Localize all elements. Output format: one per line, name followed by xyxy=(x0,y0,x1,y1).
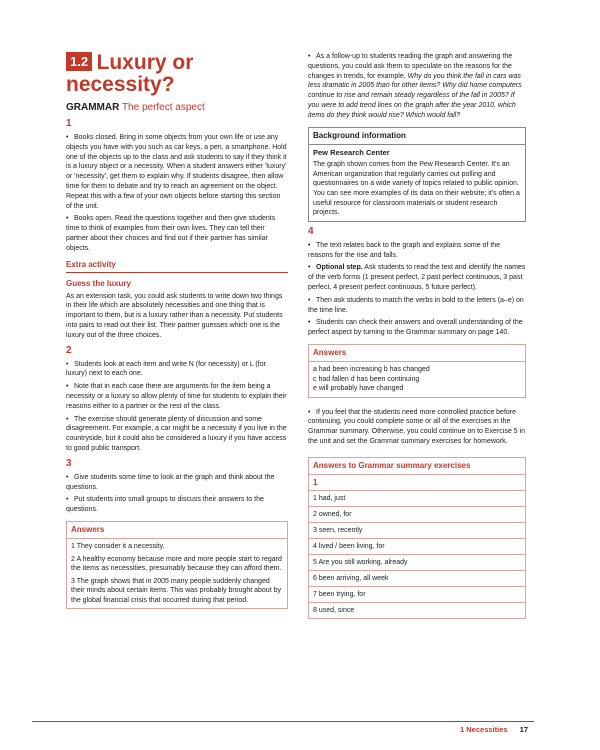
answers-box-left xyxy=(66,521,288,610)
summary-answers-heading: Answers to Grammar summary exercises xyxy=(309,458,525,475)
lesson-title xyxy=(66,52,288,96)
summary-answer-row: 5 Are you still working, already xyxy=(309,555,525,571)
summary-answer-row: 2 owned, for xyxy=(309,507,525,523)
footer-unit: 1 Necessities xyxy=(460,725,508,734)
section2-bullet-2: • Note that in each case there are arguments for the item being a necessity or a luxury so allow plenty of time for students to explain their reasons either to a partner or the rest of the class. xyxy=(66,383,287,410)
summary-answer-row: 4 lived / been living, for xyxy=(309,539,525,555)
summary-answer-row: 7 been trying, for xyxy=(309,587,525,603)
section-number-4: 4 xyxy=(308,225,314,237)
followup-bullet: • As a follow-up to students reading the graph and answering the questions, you could ask them to speculate on the reasons for the changes in trends, for example, Why do you think the fall in cars was less dramatic in 2005 than for other items? Why did home computers continue to rise and remain steady regardless of the fall in 2005? If you were to add trend lines on the graph after the year 2010, which items do they think would rise? Which would fall? xyxy=(308,53,522,119)
extra-activity-heading: Extra activity xyxy=(66,260,288,273)
summary-answer-row: 6 been arriving, all week xyxy=(309,571,525,587)
section4-bullet-2: • Optional step. Ask students to read the text and identify the names of the verb forms (1 present perfect, 2 past perfect continuous, 3 past perfect, 4 present perfect continuous, 5 future perfect). xyxy=(308,264,526,291)
footer-divider xyxy=(32,721,534,722)
background-info-box xyxy=(308,127,526,222)
answer-line-1: a had been increasing b has changed xyxy=(313,365,430,373)
page-footer xyxy=(460,725,528,734)
section2-bullet-1: • Students look at each item and write N (for necessity) or L (for luxury) next to each one. xyxy=(66,360,266,378)
section-number-3: 3 xyxy=(66,457,72,469)
summary-answer-row: 1 had, just xyxy=(309,491,525,507)
controlled-practice-bullet: • If you feel that the students need more controlled practice before continuing, you could complete some or all of the exercises in the Grammar summary. Otherwise, you could continue on to Exercise 5 in the unit and set the Grammar summary exercises for homework. xyxy=(308,408,525,446)
answer-line-3: e will probably have changed xyxy=(313,385,404,393)
summary-exercise-number: 1 xyxy=(309,475,525,491)
section1-bullet-2: • Books open. Read the questions together and then give students time to think of examples from their own lives. They can tell their partner about their choices and find out if their partner has similar objects. xyxy=(66,215,276,252)
grammar-heading xyxy=(66,102,288,114)
lesson-number-badge: 1.2 xyxy=(66,52,92,71)
section4-bullet-4: • Students can check their answers and overall understanding of the perfect aspect by turning to the Grammar summary on page 140. xyxy=(308,319,523,337)
grammar-summary-answers-box xyxy=(308,457,526,619)
extra-activity-subheading: Guess the luxury xyxy=(66,278,131,288)
answer-item: 3 The graph shows that in 2005 many people suddenly changed their minds about certain items. This was probably brought about by the global financial crisis that occurred during that period. xyxy=(71,577,281,604)
section2-bullet-3: • The exercise should generate plenty of discussion and some disagreement. For example, a car might be a necessity if you live in the countryside, but it could also be considered a luxury if you have access to good public transport. xyxy=(66,415,287,452)
grammar-label: GRAMMAR xyxy=(66,102,120,113)
answer-line-2: c had fallen d has been continuing xyxy=(313,375,420,383)
section1-bullet-1: • Books closed. Bring in some objects from your own life or use any objects you have with you such as car keys, a pen, a smartphone. Hold one of the objects up to the class and ask students to say if they think it is a luxury object or a necessity. When a student answers either 'luxury' or 'necessity', get them to explain why. If students disagree, then allow time for them to debate and try to reach an agreement on the object. Repeat this with a few of your own objects before starting this section of the unit. xyxy=(66,134,287,210)
section-number-1: 1 xyxy=(66,118,72,129)
summary-answer-row: 8 used, since xyxy=(313,606,355,614)
section3-bullet-2: • Put students into small groups to discuss their answers to the questions. xyxy=(66,496,264,514)
answers-box-right xyxy=(308,344,526,398)
section-number-2: 2 xyxy=(66,344,72,356)
background-heading: Background information xyxy=(309,128,525,145)
answers-heading: Answers xyxy=(309,345,525,362)
answers-heading: Answers xyxy=(67,522,287,539)
answer-item: 2 A healthy economy because more and more people start to regard the items as necessities, presumably because they can afford them. xyxy=(71,555,282,573)
background-subheading: Pew Research Center xyxy=(313,147,390,157)
right-column xyxy=(308,52,526,619)
answer-item: 1 They consider it a necessity. xyxy=(71,542,165,550)
page-number: 17 xyxy=(519,725,528,734)
section4-bullet-1: • The text relates back to the graph and explains some of the reasons for the rise and falls. xyxy=(308,241,501,259)
extra-activity-text: As an extension task, you could ask students to write down two things in their life which are absolutely necessities and one thing that is important to them, but is a luxury rather than a necessity. Put students into pairs to read out their list. Their partner guesses which one is the luxury out of the three choices. xyxy=(66,292,283,339)
page-title: Luxury or necessity? xyxy=(66,51,194,96)
section3-bullet-1: • Give students some time to look at the graph and think about the questions. xyxy=(66,473,275,491)
grammar-topic: The perfect aspect xyxy=(121,102,205,113)
section4-bullet-3: • Then ask students to match the verbs in bold to the letters (a–e) on the time line. xyxy=(308,296,524,314)
left-column xyxy=(66,52,288,609)
background-text: The graph shown comes from the Pew Research Center. It's an American organization that regularly carries out polling and questionnaires on a wide variety of topics related to public opinion. You can see more examples of its data on their website; it's often a useful resource for classroom materials or student research projects. xyxy=(313,161,520,217)
summary-answer-row: 3 seen, recently xyxy=(309,523,525,539)
